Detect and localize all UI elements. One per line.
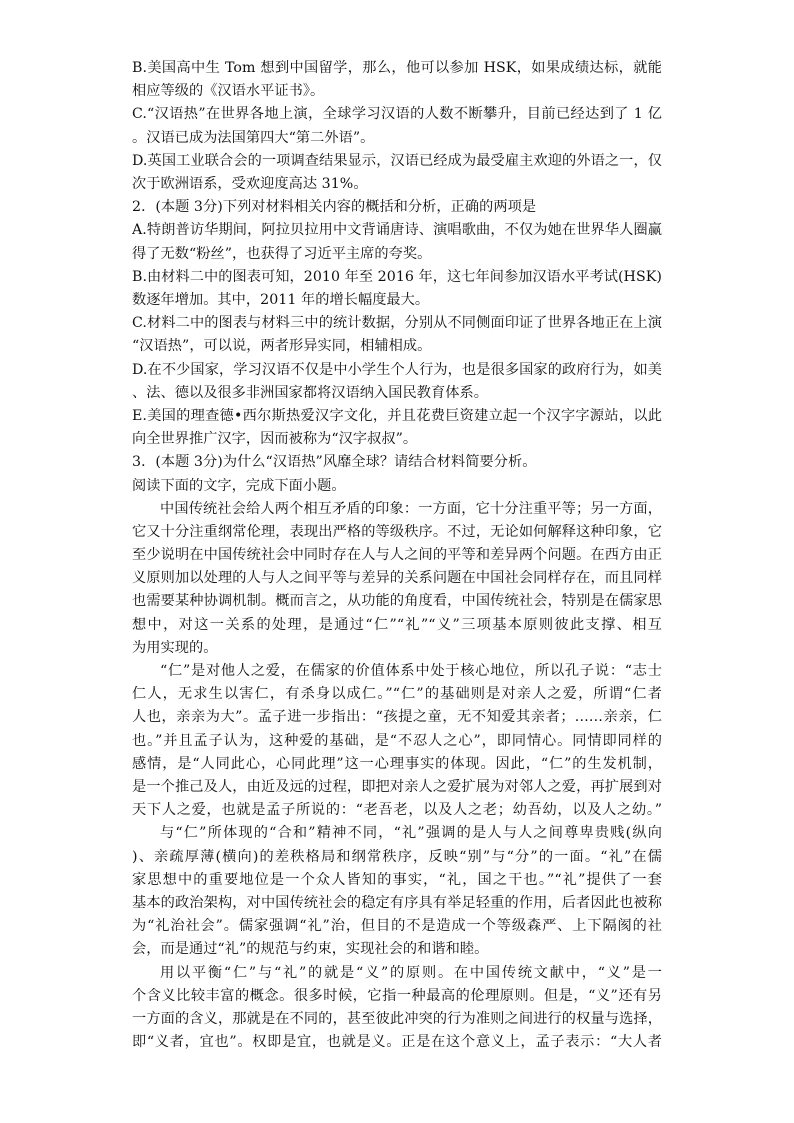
text-line: 人也，亲亲为大”。孟子进一步指出：“孩提之童，无不知爱其亲者；……亲亲，仁 [132, 709, 662, 726]
text-line: 个含义比较丰富的概念。很多时候，它指一种最高的伦理原则。但是，“义”还有另 [132, 987, 662, 1004]
text-line: 基本的政治架构，对中国传统社会的稳定有序具有举足轻重的作用，后者因此也被称 [132, 894, 662, 911]
text-line: 家思想中的重要地位是一个众人皆知的事实，“礼，国之干也。”“礼”提供了一套 [132, 871, 662, 888]
text-line: 是一个推己及人，由近及远的过程，即把对亲人之爱扩展为对邻人之爱，再扩展到对 [132, 779, 662, 795]
text-line: 为“礼治社会”。儒家强调“礼”治，但目的不是造成一个等级森严、上下隔阂的社 [132, 918, 662, 935]
text-line: B.由材料二中的图表可知，2010 年至 2016 年，这七年间参加汉语水平考试(HSK) [132, 268, 662, 285]
text-line: 仁人，无求生以害仁，有杀身以成仁。”“仁”的基础则是对亲人之爱，所谓“仁者 [132, 686, 662, 703]
text-line: 、法、德以及很多非洲国家都将汉语纳入国民教育体系。 [132, 384, 488, 401]
text-line: 为用实现的。 [132, 639, 218, 656]
text-line: 向全世界推广汉字，因而被称为“汉字叔叔”。 [132, 431, 418, 448]
text-line: 即“义者，宜也”。权即是宜，也就是义。正是在这个意义上，孟子表示：“大人者 [132, 1034, 662, 1051]
text-line: 想中，对这一关系的处理，是通过“仁”“礼”“义”三项基本原则彼此支撑、相互 [132, 616, 662, 633]
text-line: 也需要某种协调机制。概而言之，从功能的角度看，中国传统社会，特别是在儒家思 [132, 593, 662, 610]
text-line: 义原则加以处理的人与人之间平等与差异的关系问题在中国社会同样存在，而且同样 [132, 570, 662, 587]
text-line: E.美国的理查德•西尔斯热爱汉字文化，并且花费巨资建立起一个汉字字源站，以此 [132, 407, 662, 424]
text-line: 一方面的含义，那就是在不同的，甚至彼此冲突的行为准则之间进行的权量与选择， [132, 1010, 662, 1027]
text-line: 中国传统社会给人两个相互矛盾的印象：一方面，它十分注重平等；另一方面， [160, 500, 662, 517]
text-line: 阅读下面的文字，完成下面小题。 [132, 477, 346, 494]
text-line: 会，而是通过“礼”的规范与约束，实现社会的和谐和睦。 [132, 941, 489, 958]
text-line: D.在不少国家，学习汉语不仅是中小学生个人行为，也是很多国家的政府行为，如美 [132, 361, 662, 378]
text-line: C.材料二中的图表与材料三中的统计数据，分别从不同侧面印证了世界各地正在上演 [132, 315, 662, 332]
text-line: )、亲疏厚薄(横向)的差秩格局和纲常秩序，反映“别”与“分”的一面。“礼”在儒 [132, 848, 662, 865]
text-line: 得了无数“粉丝”，也获得了习近平主席的夸奖。 [132, 245, 432, 262]
text-line: 与“仁”所体现的“合和”精神不同，“礼”强调的是人与人之间尊卑贵贱(纵向 [160, 825, 662, 842]
text-line: B.美国高中生 Tom 想到中国留学，那么，他可以参加 HSK，如果成绩达标，就能 [132, 60, 662, 76]
text-line: 数逐年增加。其中，2011 年的增长幅度最大。 [132, 291, 430, 308]
text-line: 。汉语已成为法国第四大“第二外语”。 [132, 129, 375, 146]
text-line: D.英国工业联合会的一项调查结果显示，汉语已经成为最受雇主欢迎的外语之一，仅 [132, 152, 662, 169]
text-line: 感情，是“人同此心，心同此理”这一心理事实的体现。因此，“仁”的生发机制， [132, 755, 662, 772]
text-line: 天下人之爱，也就是孟子所说的：“老吾老，以及人之老；幼吾幼，以及人之幼。” [132, 802, 662, 819]
text-line: “汉语热”，可以说，两者形异实同，相辅相成。 [132, 338, 432, 355]
text-line: 相应等级的《汉语水平证书》。 [132, 83, 325, 100]
text-line: C.“汉语热”在世界各地上演，全球学习汉语的人数不断攀升，目前已经达到了 1 亿 [132, 106, 662, 123]
text-line: “仁”是对他人之爱，在儒家的价值体系中处于核心地位，所以孔子说：“志士 [160, 663, 662, 680]
text-line: 次于欧洲语系，受欢迎度高达 31%。 [132, 175, 368, 192]
text-line: 它又十分注重纲常伦理，表现出严格的等级秩序。不过，无论如何解释这种印象，它 [132, 523, 662, 540]
text-line: 也。”并且孟子认为，这种爱的基础，是“不忍人之心”，即同情心。同情即同样的 [132, 732, 662, 749]
text-line: 用以平衡“仁”与“礼”的就是“义”的原则。在中国传统文献中，“义”是一 [160, 964, 662, 981]
text-line: A.特朗普访华期间，阿拉贝拉用中文背诵唐诗、演唱歌曲，不仅为她在世界华人圈赢 [132, 222, 662, 239]
text-line: 2．(本题 3分)下列对材料相关内容的概括和分析，正确的两项是 [132, 199, 537, 216]
text-line: 至少说明在中国传统社会中同时存在人与人之间的平等和差异两个问题。在西方由正 [132, 547, 662, 564]
text-line: 3．(本题 3分)为什么“汉语热”风靡全球？请结合材料简要分析。 [132, 454, 537, 471]
document-page [132, 57, 662, 1054]
